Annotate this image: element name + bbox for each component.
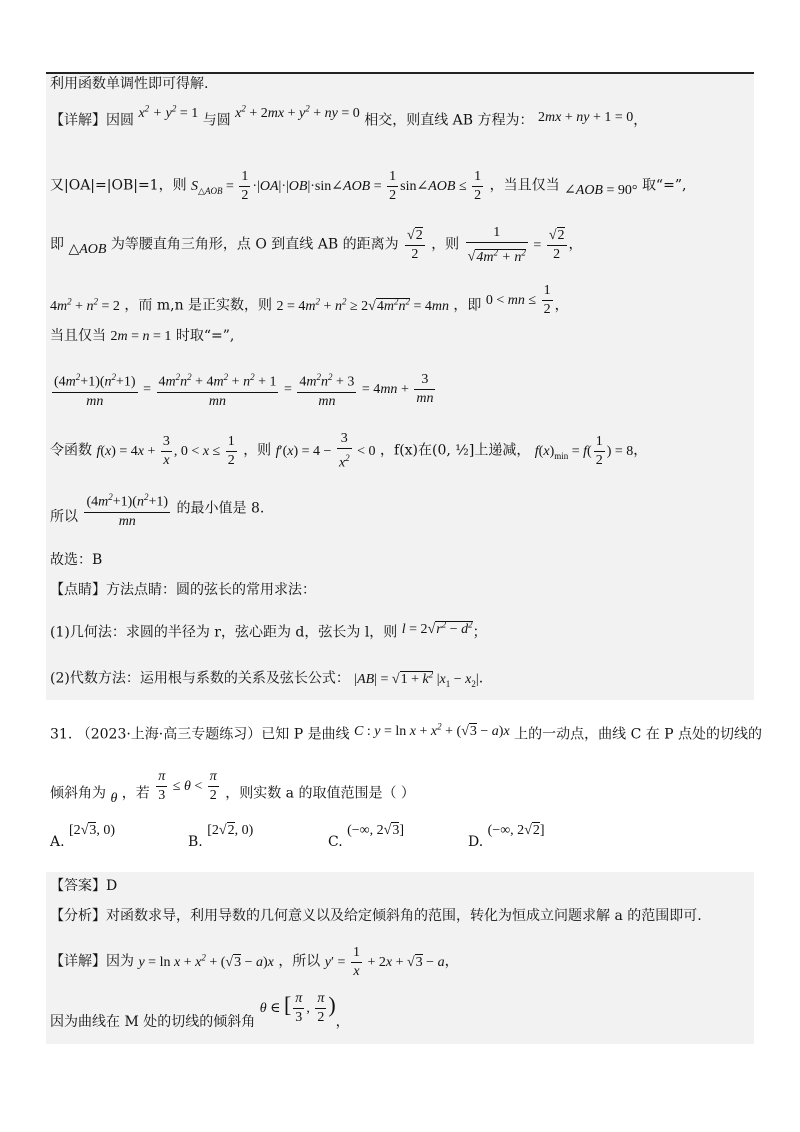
line-2 [50, 103, 648, 132]
formula-function: f(x) = 4x + $\frac{3}{x}$ , 0 < x ≤ $\frac{1}{2}$ [96, 433, 235, 468]
question-source: （2023·上海·高三专题练习） [76, 726, 262, 743]
line-3 [50, 168, 686, 205]
line-10 [50, 550, 102, 570]
text: ，若 [121, 785, 150, 802]
line-7 [50, 368, 437, 411]
question-line-1 [50, 720, 762, 746]
formula-theta-interval: θ ∈ [ $\frac{\pi}{3}$ , $\frac{\pi}{2}$ ) [259, 991, 336, 1025]
question-line-2 [50, 769, 415, 813]
text: ，当且仅当 [489, 177, 560, 194]
text: 【详解】因为 [50, 953, 134, 970]
text: 因圆 [106, 112, 134, 129]
line-5 [50, 283, 569, 325]
option-d[interactable] [468, 823, 545, 850]
formula-chord-algebra: $|AB| = √1 + k^2$ $|x_1 - x_2|$ [354, 669, 479, 689]
option-label: C. [328, 834, 343, 850]
line-13 [50, 664, 483, 693]
formula-target: $\frac{(4m^2+1)(n^2+1)}{mn}$ [86, 492, 169, 529]
text: ，则 [243, 442, 272, 459]
text: (1)几何法：求圆的半径为 r，弦心距为 d，弦长为 l，则 [50, 624, 398, 641]
formula-y-prime: y′ = $\frac{1}{x}$ + 2x + √3 − a [324, 945, 445, 979]
option-value: [2√2, 0) [207, 823, 254, 838]
analysis-text: 【分析】对函数求导，利用导数的几何意义以及给定倾斜角的范围，转化为恒成立问题求解 a 的范围即可. [50, 908, 702, 924]
line-9 [50, 488, 264, 531]
line-4 [50, 224, 583, 267]
choice-text: 故选：B [50, 552, 103, 568]
formula-minimum: $f(x)_{min} = f$( $\frac{1}{2}$ ) = 8 [534, 433, 634, 468]
text: ，即 [453, 297, 482, 314]
formula-angle: ∠AOB = 90° [564, 182, 638, 198]
punct: ， [633, 442, 648, 459]
punct: ， [633, 112, 648, 129]
formula-equality: 2m = n = 1 [110, 329, 172, 344]
text: 又|OA|=|OB|=1，则 [50, 177, 187, 194]
formula-chord-geometry: $l = 2√r^2 - d^2$ [401, 619, 473, 637]
text: 与圆 [202, 112, 231, 129]
option-c[interactable] [328, 823, 405, 850]
option-a[interactable] [50, 823, 116, 850]
text: 利用函数单调性即可得解. [50, 76, 209, 92]
line-6 [50, 326, 234, 347]
detail-line-2 [50, 944, 459, 981]
option-value: [2√3, 0) [69, 823, 116, 838]
text: ，而 m,n 是正实数，则 [124, 297, 273, 314]
analysis-line [50, 906, 702, 926]
text: 倾斜角为 [50, 785, 106, 802]
text: 的最小值是 8. [176, 500, 265, 517]
text: 令函数 [50, 442, 92, 459]
text: 上的一动点，曲线 C 在 P 点处的切线的 [514, 726, 763, 743]
formula-mn-range: 0 < mn ≤ $\frac{1}{2}$ [485, 283, 551, 317]
option-value: (−∞, 2√3] [347, 823, 405, 838]
punct: ； [472, 624, 487, 641]
punct: ， [568, 236, 583, 253]
formula-expansion: $\frac{(4m^2+1)(n^2+1)}{mn}$ = $\frac{4m^2n^2 + 4m^2 + n^2 + 1}{mn}$ = $\frac{4m^2n^2 + 3}{mn}$ = 4mn + $\frac{3}{mn}$ [54, 371, 434, 409]
question-number: 31. [50, 726, 73, 743]
detail-tag: 【详解】 [50, 112, 106, 129]
formula-triangle: △AOB [68, 241, 107, 257]
text: ，f(x)在(0, ½]上递减， [380, 442, 531, 459]
text: 当且仅当 [50, 328, 106, 344]
punct: ， [335, 1013, 350, 1030]
punct: ， [554, 297, 569, 314]
formula-derivative: f′(x) = 4 − $\frac{3}{x^2}$ < 0 [275, 431, 376, 471]
formula-y: $y = \ln x + x^2 + (√3 - a)x$ [138, 952, 274, 970]
punct: ， [444, 953, 459, 970]
formula-theta-range: $\frac{\pi}{3}$ ≤ θ < $\frac{\pi}{2}$ [158, 769, 217, 803]
formula-theta: θ [110, 790, 118, 806]
formula-area: $S_{\triangle AOB}$ = $\frac{1}{2}$ ·|OA|·|OB|·sin∠AOB = $\frac{1}{2}$ sin∠AOB ≤ $\frac{1}{2}$ [191, 169, 482, 203]
formula-amgm: $2 = 4m^2 + n^2 \ge 2√4m^2n^2 = 4mn$ [276, 296, 449, 314]
formula-distance-eq: $\frac{1}{√4m^2 + n^2}$ = $\frac{√2}{2}$ [467, 225, 565, 265]
text: 所以 [50, 508, 78, 525]
tip-text: 【点睛】方法点睛：圆的弦长的常用求法： [50, 582, 316, 598]
text: 为等腰直角三角形，点 O 到直线 AB 的距离为 [110, 236, 399, 253]
option-label: D. [468, 834, 484, 850]
formula-curve: C : $y = \ln x + x^2 + (√3 - a)x$ [354, 721, 510, 739]
line-11 [50, 580, 316, 600]
answer-line [50, 876, 117, 896]
formula-distance: $\frac{√2}{2}$ [407, 227, 423, 262]
option-label: A. [50, 834, 65, 850]
text: (2)代数方法：运用根与系数的关系及弦长公式： [50, 670, 350, 687]
line-1 [50, 74, 208, 94]
answer-text: 【答案】D [50, 878, 118, 894]
option-value: (−∞, 2√2] [487, 823, 545, 838]
option-label: B. [188, 834, 203, 850]
text: 时取“=”, [175, 328, 235, 344]
formula-circle-1: $x^2 + y^2 = 1$ [138, 103, 199, 121]
text: ，所以 [278, 953, 321, 970]
text: 取“=”, [641, 177, 687, 194]
text: ，则 [431, 236, 460, 253]
formula-circle-2: $x^2 + 2mx + y^2$ + ny = 0 [235, 103, 360, 121]
line-8 [50, 430, 647, 473]
formula-constraint: $4m^2 + n^2 = 2$ [50, 296, 120, 314]
text: 相交，则直线 AB 方程为： [364, 112, 534, 129]
text: 因为曲线在 M 处的切线的倾斜角 [50, 1013, 256, 1030]
punct: . [478, 670, 484, 687]
formula-line-ab: 2mx + ny + 1 = 0 [537, 109, 634, 125]
line-12 [50, 618, 487, 644]
text: ，则实数 a 的取值范围是（ ） [225, 785, 415, 802]
text: 即 [50, 236, 64, 253]
detail-line-3 [50, 991, 350, 1033]
option-b[interactable] [188, 823, 254, 850]
text: 已知 P 是曲线 [261, 726, 350, 743]
